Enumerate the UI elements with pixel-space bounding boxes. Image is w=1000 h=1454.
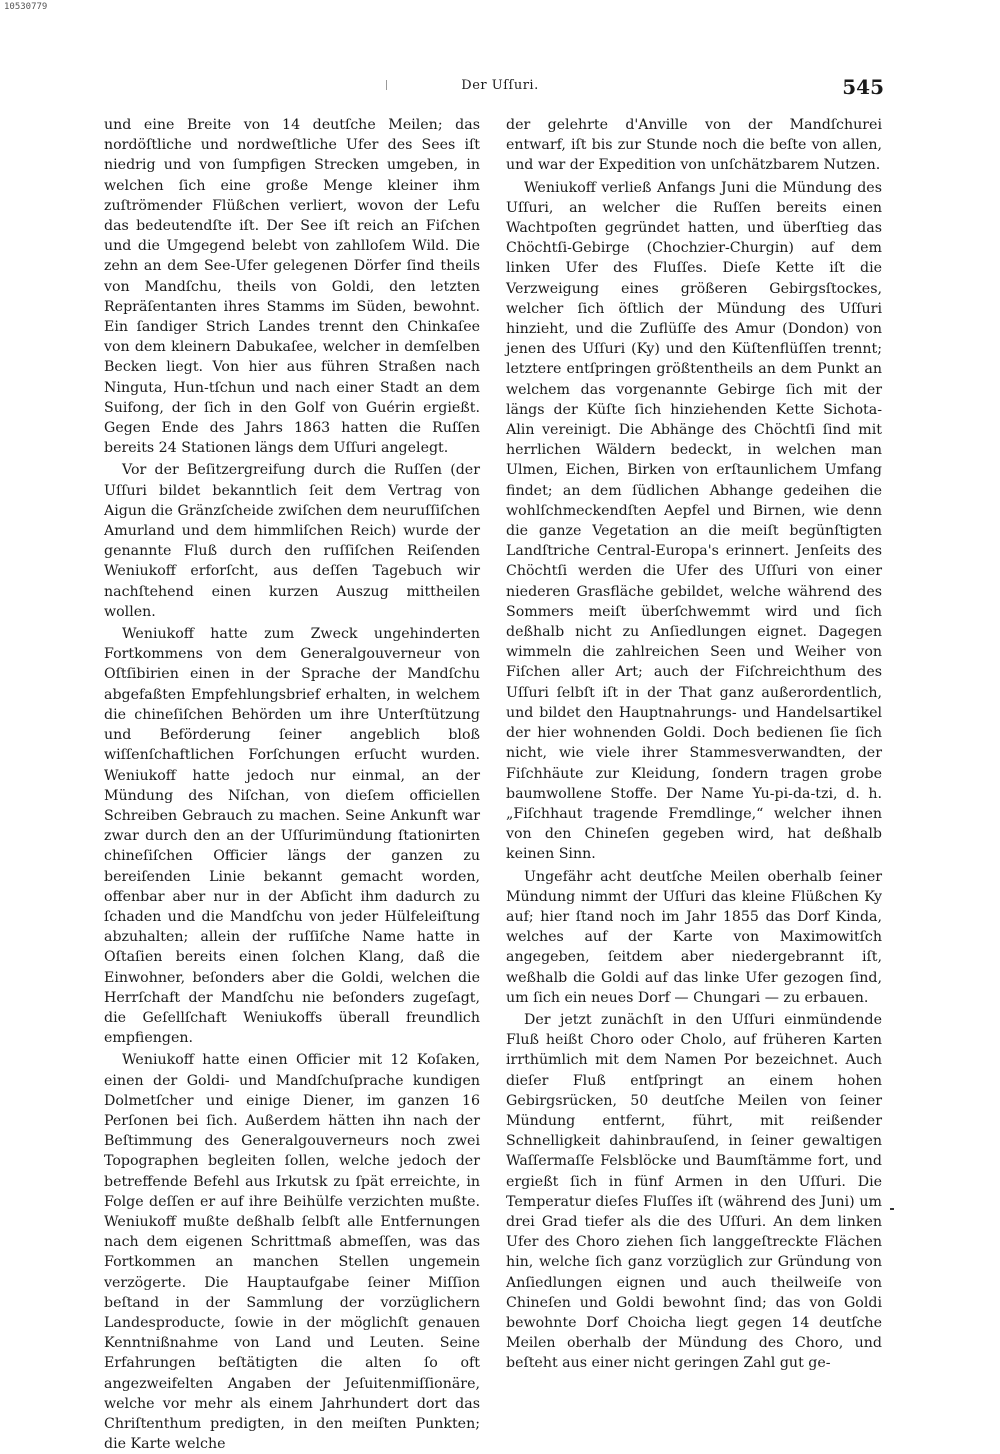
paragraph: Ungefähr acht deutſche Meilen oberhalb ſeiner Mündung nimmt der Uſſuri das kleine Flüßchen Ky auf; hier ſtand noch im Jahr 1855 das Dorf Kinda, welches auf der Karte von Maximowitſch angegeben, ſeitdem aber niedergebrannt iſt, weßhalb die Goldi auf das linke Ufer gezogen ſind, um ſich ein neues Dorf — Chungari — zu erbauen. [506,868,882,1006]
paragraph: Der jetzt zunächſt in den Uſſuri einmündende Fluß heißt Choro oder Cholo, auf früheren Karten irrthümlich mit dem Namen Por bezeichnet. Auch dieſer Fluß entſpringt an einem hohen Gebirgsrücken, 50 deutſche Meilen von ſeiner Mündung entfernt, führt, mit reißender Schnelligkeit dahinbrauſend, in ſeiner gewaltigen Waſſermaſſe Felsblöcke und Baumſtämme fort, und ergießt ſich in fünf Armen in den Uſſuri. Die Temperatur dieſes Fluſſes iſt (während des Juni) um drei Grad tiefer als die des Uſſuri. An dem linken Ufer des Choro ziehen ſich langgeſtreckte Flächen hin, welche ſich ganz vorzüglich zur Gründung von Anſiedlungen eignen und auch theilweiſe von Chineſen und Goldi bewohnt ſind; das von Goldi bewohnte Dorf Choicha liegt gegen 14 deutſche Meilen oberhalb der Mündung des Choro, und beſteht aus einer nicht geringen Zahl gut ge- [506,1011,882,1372]
paragraph: Vor der Beſitzergreifung durch die Ruſſen (der Uſſuri bildet bekanntlich ſeit dem Vertrag von Aigun die Gränzſcheide zwiſchen dem neuruſſiſchen Amurland und dem himmliſchen Reich) wurde der genannte Fluß durch den ruſſiſchen Reiſenden Weniukoff erforſcht, aus deſſen Tagebuch wir nachſtehend einen kurzen Auszug mittheilen wollen. [104,462,480,620]
paragraph: Weniukoff verließ Anfangs Juni die Mündung des Uſſuri, an welcher die Ruſſen bereits einen Wachtpoſten gegründet hatten, und überſtieg das Chöchtſi-Gebirge (Chochzier-Churgin) auf dem linken Ufer des Fluſſes. Dieſe Kette iſt die Verzweigung eines größeren Gebirgsſtockes, welcher ſich öſtlich der Mündung des Uſſuri hinzieht, und die Zuflüſſe des Amur (Dondon) von jenen des Uſſuri (Ky) und den Küſtenflüſſen trennt; letztere entſpringen größtentheils an dem Punkt an welchem das vorgenannte Gebirge ſich mit der längs der Küſte ſich hinziehenden Kette Sichota-Alin vereinigt. Die Abhänge des Chöchtſi ſind mit herrlichen Wäldern bedeckt, in welchen man Ulmen, Eichen, Birken von erſtaunlichem Umfang findet; an dem ſüdlichen Abhange gedeihen die wohlſchmeckendſten Aepfel und Birnen, wie denn die ganze Vegetation an die meiſt begünſtigten Landſtriche Central-Europa's erinnert. Jenſeits des Chöchtſi werden die Ufer des Uſſuri von einer niederen Grasfläche gebildet, welche während des Sommers meiſt überſchwemmt wird und ſich deßhalb nicht zu Anſiedlungen eignet. Dagegen wimmeln die zahlreichen Seen und Weiher von Fiſchen aller Art; auch der Fiſchreichthum des Uſſuri ſelbſt iſt in der That ganz außerordentlich, und bildet den Hauptnahrungs- und Handelsartikel der hier wohnenden Goldi. Doch bedienen ſie ſich nicht, wie viele ihrer Stammesverwandten, der Fiſchhäute zur Kleidung, ſondern tragen grobe baumwollene Stoffe. Der Name Yu-pi-da-tzi, d. h. „Fiſchhaut tragende Fremdlinge,“ welcher ihnen von den Chineſen gegeben wird, hat deßhalb keinen Sinn. [506,179,882,863]
margin-mark [890,1208,894,1210]
paragraph: und eine Breite von 14 deutſche Meilen; das nordöſtliche und nordweſtliche Ufer des Sees iſt niedrig und von ſumpfigen Strecken umgeben, in welchen ſich eine große Menge kleiner ihm zuſtrömender Flüßchen verliert, wovon der Lefu das bedeutendſte iſt. Der See iſt reich an Fiſchen und die Umgegend belebt von zahlloſem Wild. Die zehn an dem See-Ufer gelegenen Dörfer ſind theils von Mandſchu, theils von Goldi, den letzten Repräſentanten ihres Stamms im Süden, bewohnt. Ein ſandiger Strich Landes trennt den Chinkaſee von dem kleinern Dabukaſee, welcher in demſelben Becken liegt. Von hier aus führen Straßen nach Ninguta, Hun-tſchun und nach einer Stadt an dem Suifong, der ſich in den Golf von Guérin ergießt. Gegen Ende des Jahrs 1863 hatten die Ruſſen bereits 24 Stationen längs dem Uſſuri angelegt. [104,117,480,457]
paragraph: der gelehrte d'Anville von der Mandſchurei entwarf, iſt bis zur Stunde noch die beſte von allen, und war der Expedition von unſchätzbarem Nutzen. [506,117,882,174]
paragraph: Weniukoff hatte einen Officier mit 12 Koſaken, einen der Goldi- und Mandſchuſprache kundigen Dolmetſcher und einige Diener, im ganzen 16 Perſonen bei ſich. Außerdem hätten ihn nach der Beſtimmung des Generalgouverneurs noch zwei Topographen begleiten ſollen, welche jedoch der betreffende Befehl aus Irkutsk zu ſpät erreichte, in Folge deſſen er auf ihre Beihülfe verzichten mußte. Weniukoff mußte deßhalb ſelbſt alle Entfernungen nach dem eigenen Schrittmaß abmeſſen, was das Fortkommen an manchen Stellen ungemein verzögerte. Die Hauptaufgabe ſeiner Miſſion beſtand in der Sammlung der vorzüglichern Landesproducte, ſowie in der möglichſt genauen Kenntnißnahme von Land und Leuten. Seine Erfahrungen beſtätigten die alten ſo oft angezweifelten Angaben der Jeſuitenmiſſionäre, welche vor mehr als einem Jahrhundert dort das Chriſtenthum predigten, in den meiſten Punkten; die Karte welche [104,1052,480,1453]
left-column [104,115,480,1454]
running-title: Der Uſſuri. [461,78,539,93]
page-number: 545 [842,75,884,99]
paragraph: Weniukoff hatte zum Zweck ungehinderten Fortkommens von dem Generalgouverneur von Oſtſibirien einen in der Sprache der Mandſchu abgefaßten Empfehlungsbrief erhalten, in welchem die chineſiſchen Behörden um ihre Unterſtützung und Beförderung ſeiner angeblich bloß wiſſenſchaftlichen Forſchungen erſucht wurden. Weniukoff hatte jedoch nur einmal, an der Mündung des Niſchan, von dieſem officiellen Schreiben Gebrauch zu machen. Seine Ankunft war zwar durch den an der Uſſurimündung ſtationirten chineſiſchen Officier längs der ganzen zu bereiſenden Linie bekannt gemacht worden, offenbar aber nur in der Abſicht ihm dadurch zu ſchaden und die Mandſchu von jeder Hülfeleiſtung abzuhalten; allein der ruſſiſche Name hatte in Oſtaſien bereits einen ſolchen Klang, daß die Einwohner, beſonders aber die Goldi, welchen die Herrſchaft der Mandſchu nie beſonders zugeſagt, die Geſellſchaft Weniukoffs überall freundlich empfiengen. [104,626,480,1047]
scan-id-label: 10530779 [4,2,48,12]
right-column [506,115,882,1374]
